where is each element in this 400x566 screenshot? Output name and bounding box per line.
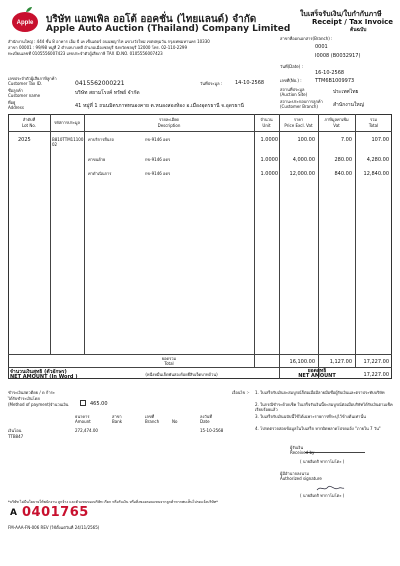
signature-image <box>315 483 345 493</box>
table-row-price: 4,000.00 <box>292 157 315 163</box>
customer-name-label-en: Customer name <box>8 93 41 98</box>
table-row-total: 12,840.00 <box>363 171 389 177</box>
net-words-label-th: จำนวนเงินสุทธิ (ตัวอักษร) <box>10 369 67 375</box>
conditions-title: เงื่อนไข :- <box>232 390 250 395</box>
condition-item: 1. ใบเสร็จรับเงินจะสมบูรณ์ก็ต่อเมื่อมีลายมือชื่อผู้รับเงินและตราประทับบริษัท <box>255 390 385 395</box>
auction-site: ประเทศไทย <box>333 89 359 95</box>
receiver-label-th: ผู้รับเงิน <box>290 445 304 450</box>
svg-text:Apple: Apple <box>16 20 34 26</box>
col-bank-th: สาขา <box>112 414 122 419</box>
authorized-name: ( นายฮิเดกิ ทากาโมโตะ ) <box>300 493 345 498</box>
payment-method-label: (Method of payment) <box>8 402 51 407</box>
col-no-en: No <box>172 419 178 424</box>
total-divider <box>8 354 392 355</box>
total-label-th: ยอดรวม <box>161 356 177 361</box>
branch-no: 0001 <box>315 44 328 50</box>
net-words-label-en: NET AMOUNT (In Word ) <box>10 374 78 380</box>
auction-site-label: สถานที่ประมูล (Auction Site) <box>280 87 308 97</box>
col-amount-th: ธนาคาร <box>75 414 90 419</box>
customer-taxid-label: เลขประจำตัวผู้เสียภาษีลูกค้า <box>8 76 57 81</box>
authorized-label-en: Authorized signature <box>280 476 322 481</box>
table-row-plate: กข-9146 อดร <box>145 171 171 176</box>
customer-branch: สำนักงานใหญ่ <box>333 102 364 108</box>
table-row-price: 12,000.00 <box>289 171 315 177</box>
customer-addr-label: ที่อยู่ <box>8 100 16 105</box>
cash-checkbox[interactable] <box>80 400 86 406</box>
doc-title-th: ใบเสร็จรับเงิน/ใบกำกับภาษี <box>300 10 382 18</box>
header-desc-en: Description <box>157 123 181 128</box>
table-row-price: 100.00 <box>297 137 315 143</box>
payment-label-th: ชำระเงินสดวดีดย / ด ก้าระ <box>8 390 55 395</box>
ref-label: เลขที่(No.) : <box>280 78 302 83</box>
doc-title-en: Receipt / Tax Invoice <box>312 18 394 26</box>
condition-item: 4. โปรดตรวจสอบข้อมูลในใบเสร็จ หากผิดพลาดโปรดแจ้ง "ภายใน 7 วัน" <box>255 426 381 431</box>
form-code: FM-AAA-FN-006 REV (ใช้ตั้งแต่วันที่ 24/11/2565) <box>8 525 100 530</box>
condition-item: 3. ใบเสร็จรับเงินฉบับนี้ใช้ได้เฉพาะรายการที่ระบุไว้ข้างต้นเท่านั้น <box>255 414 366 419</box>
footer-note: *บริษัท ไม่มีนโยบายให้พนักงาน ลูกจ้าง และตัวแทนของบริษัท เรียก หรือรับเงิน หรือสิ่งของตอบแทนจากลูกค้าหากพบเห็นโปรดแจ้งบริษัท* <box>8 500 218 504</box>
header-lot-en: Lot No. <box>21 123 37 128</box>
receiver-name: ( นายฮิเดกิ ทากาโมโตะ ) <box>300 459 345 464</box>
payment-cash-amount: 465.00 <box>90 401 108 407</box>
items-table <box>8 114 392 379</box>
customer-taxid: 0415562000221 <box>75 80 125 87</box>
table-row-vat: 280.00 <box>334 157 352 163</box>
col-divider <box>254 114 255 367</box>
total-label-en: Total <box>164 361 174 366</box>
transfer-date: 15-10-2568 <box>200 428 224 433</box>
header-price: ราคา <box>293 117 304 122</box>
table-row-vat: 7.00 <box>340 137 352 143</box>
date-label: วันที่(Date) : <box>280 64 303 69</box>
auction-date-label: วันที่ประมูล : <box>200 81 223 86</box>
header-price-en: Price Excl. Vat <box>284 123 313 128</box>
apple-logo-icon <box>8 6 44 34</box>
ref-no: TTM6B1009973 <box>315 78 355 84</box>
table-row-desc: ค่าดำเนินการ <box>88 171 112 176</box>
header-total-en: Total <box>368 123 379 128</box>
transfer-label: เงินโอน <box>8 428 22 433</box>
customer-addr-label-en: Address <box>8 105 24 110</box>
table-row-unit: 1.0000 <box>260 171 278 177</box>
condition-item: 2. ในกรณีชำระด้วยเช็ค ใบเสร็จรับเงินนี้จะสมบูรณ์ต่อเมื่อบริษัทได้รับเงินตามเช็คเรียบร้อยแล้ว <box>255 402 393 412</box>
col-bank-en: Bank <box>112 419 123 424</box>
col-divider <box>279 114 280 379</box>
company-head-office: สำนักงานใหญ่ : 444 ชั้น 8 อาคาร เอ็ม บี เค เซ็นเตอร์ ถนนพญาไท แขวงวังใหม่ เขตปทุมวัน กรุงเทพมหานคร 10330 <box>8 39 210 44</box>
header-lot: ลำดับที่ <box>22 117 36 122</box>
customer-name-label: ชื่อลูกค้า <box>8 88 23 93</box>
branch-label: สาขาที่ออกเอกสาร(Branch) : <box>280 36 333 41</box>
customer-name: บริษัท สยามโรงค์ ทรัพย์ จำกัด <box>75 90 140 96</box>
table-row-plate: กข-9146 อดร <box>145 137 171 142</box>
doc-original: ต้นฉบับ <box>350 27 367 33</box>
table-row-total: 4,280.00 <box>366 157 389 163</box>
header-total: รวม <box>369 117 378 122</box>
col-divider <box>84 114 85 354</box>
header-desc: รายละเอียด <box>158 117 180 122</box>
col-branch-th: เลขที่ <box>145 414 155 419</box>
table-row-plate: กข-9146 อดร <box>145 157 171 162</box>
serial-number: 0401765 <box>22 505 89 520</box>
net-label-en: NET AMOUNT <box>298 373 336 379</box>
payment-label-th2: ได้รับชำระเงินโดย <box>8 396 40 401</box>
header-vat: ภาษีมูลค่าเพิ่ม <box>324 117 349 122</box>
table-row-code: B810TTM11100 02 <box>52 137 84 147</box>
payment-cash-label: จำนวนเงิน <box>50 402 69 407</box>
company-name-en: Apple Auto Auction (Thailand) Company Limited <box>46 24 291 34</box>
invoice-no: I0008 (B0032917) <box>315 53 361 59</box>
col-divider <box>318 114 319 379</box>
transfer-amount: 272,474.00 <box>75 428 98 433</box>
table-row-desc: ค่าขนย้าย <box>88 157 106 162</box>
net-label-th: ยอดสุทธิ <box>307 368 327 374</box>
auction-date: 14-10-2568 <box>235 80 265 86</box>
table-header-divider <box>8 131 392 132</box>
header-code: รหัสการประมูล <box>54 120 80 125</box>
net-words: (หนึ่งหมื่นเจ็ดพันสองร้อยยี่สิบเจ็ดบาทถ้วน) <box>145 372 218 377</box>
table-row-vat: 840.00 <box>334 171 352 177</box>
company-branch: สาขา 00001 : 99/98 หมู่ที่ 2 ตำบลบางพลี อำเภอเมืองชลบุรี จังหวัดชลบุรี 12000 โทร. 02-110-2299 <box>8 45 187 50</box>
header-unit-en: Unit <box>262 123 271 128</box>
company-name-th: บริษัท แอพเพิล ออโต้ ออคชั่น (ไทยแลนด์) จำกัด <box>46 14 257 25</box>
doc-date: 16-10-2568 <box>315 70 345 76</box>
header-vat-en: Vat <box>333 123 340 128</box>
company-tax-id: ทะเบียนเลขที่ 0105556007423 เลขประจำตัวผู้เสียภาษี TAX ID.NO. 0105556007423 <box>8 51 163 56</box>
col-branch-en: Branch <box>145 419 160 424</box>
table-row-total: 107.00 <box>371 137 389 143</box>
table-row-lot: 2025 <box>18 137 31 143</box>
total-vat: 1,127.00 <box>329 359 352 365</box>
header-unit: จำนวน <box>260 117 273 122</box>
customer-taxid-label-en: Customer Tax ID. <box>8 81 43 86</box>
table-row-unit: 1.0000 <box>260 137 278 143</box>
serial-prefix: A <box>10 508 17 518</box>
col-divider <box>355 114 356 367</box>
col-date-en: Date <box>200 419 210 424</box>
customer-branch-label: สถานะประกอบการลูกค้า (Customer Branch) <box>280 99 323 109</box>
total-price: 16,100.00 <box>289 359 315 365</box>
net-amount: 17,227.00 <box>363 372 389 378</box>
total-total: 17,227.00 <box>363 359 389 365</box>
col-divider <box>50 114 51 354</box>
receiver-label-en: Received by <box>290 450 315 455</box>
col-amount-en: Amount <box>75 419 91 424</box>
table-row-unit: 1.0000 <box>260 157 278 163</box>
authorized-label-th: ผู้มีอำนาจลงนาม <box>280 471 309 476</box>
customer-address: 41 หมู่ที่ 1 ถนนมิตรภาพหนองคาย ต.หนองสองห้อง อ.เมืองอุดรธานี จ.อุดรธานี <box>75 103 244 109</box>
table-row-desc: ค่าบริการยื่นรถ <box>88 137 115 142</box>
transfer-ref: TTB847 <box>8 434 24 439</box>
col-date-th: ลงวันที่ <box>200 414 213 419</box>
